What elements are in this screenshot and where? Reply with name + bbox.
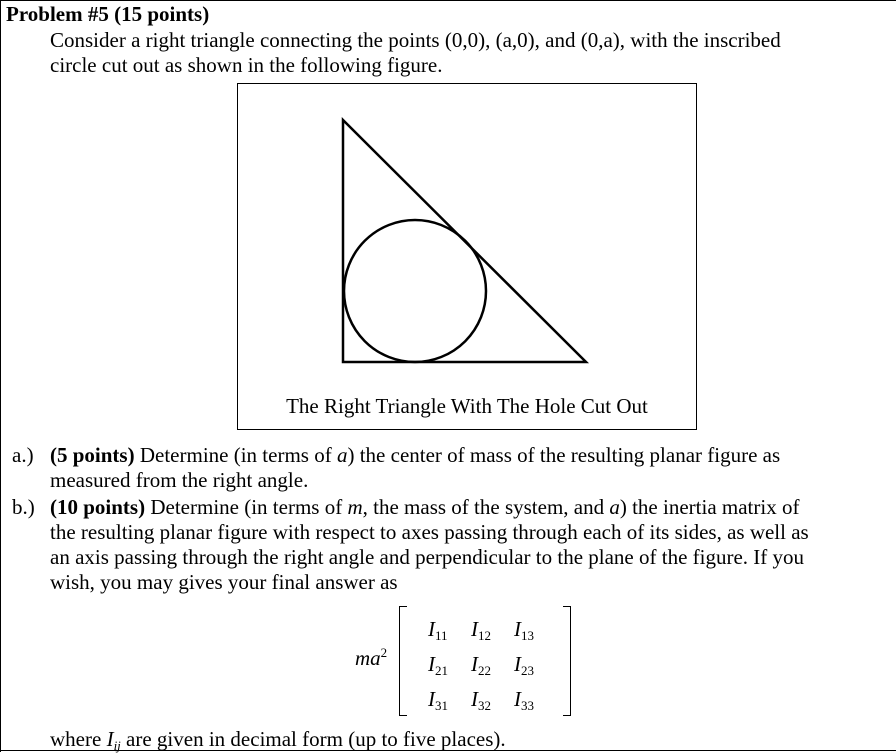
part-b-line-2: the resulting planar figure with respect to axes passing through each of its sides, as well as — [50, 520, 809, 544]
cell-symbol: I — [428, 652, 435, 676]
matrix-prefix-exponent: 2 — [380, 645, 388, 660]
cell-symbol: I — [514, 687, 521, 711]
cell-symbol: I — [428, 687, 435, 711]
final-note — [50, 727, 506, 752]
matrix-cell-31 — [428, 687, 448, 712]
matrix-left-bracket — [399, 606, 407, 716]
part-b-text-pre: Determine (in terms of — [145, 495, 348, 519]
inscribed-circle-hole — [344, 220, 486, 362]
final-symbol: I — [106, 727, 114, 751]
intro-sep-2: , and — [534, 28, 581, 52]
intro-text-pre: Consider a right triangle connecting the points — [50, 28, 445, 52]
problem-title: Problem #5 (15 points) — [6, 2, 210, 26]
part-a-label: a.) — [12, 443, 34, 467]
intro-line-1 — [50, 28, 880, 53]
figure-caption: The Right Triangle With The Hole Cut Out — [286, 394, 648, 418]
matrix-prefix-ma: ma — [355, 646, 381, 670]
cell-subscript: 31 — [435, 698, 448, 713]
part-a-body — [50, 443, 882, 493]
part-b-text-mid: , the mass of the system, and — [362, 495, 610, 519]
matrix-cell-33 — [514, 687, 534, 712]
page-left-rule — [0, 0, 1, 752]
page-top-rule — [0, 0, 896, 1]
final-text-pre: where — [50, 727, 107, 751]
figure-box — [237, 83, 697, 430]
point-origin: (0,0) — [444, 28, 486, 52]
part-b-var-a: a — [609, 495, 620, 519]
point-a-0: (a,0) — [495, 28, 535, 52]
part-b-points: (10 points) — [50, 495, 146, 519]
part-a-points: (5 points) — [50, 443, 135, 467]
cell-symbol: I — [471, 617, 478, 641]
final-subscript: ij — [113, 738, 121, 753]
part-a-text-post: ) the center of mass of the resulting planar figure as — [347, 443, 781, 467]
cell-symbol: I — [471, 687, 478, 711]
part-a-line-1 — [50, 443, 882, 468]
part-a-text-pre: Determine (in terms of — [134, 443, 337, 467]
part-a-line-2: measured from the right angle. — [50, 468, 309, 492]
intro-text-post: , with the inscribed — [619, 28, 781, 52]
cell-subscript: 22 — [478, 663, 491, 678]
cell-subscript: 13 — [521, 628, 534, 643]
point-0-a: (0,a) — [580, 28, 620, 52]
cell-subscript: 32 — [478, 698, 491, 713]
part-b-text-post: ) the inertia matrix of — [619, 495, 800, 519]
cell-symbol: I — [514, 617, 521, 641]
cell-subscript: 23 — [521, 663, 534, 678]
intro-line-2: circle cut out as shown in the following figure. — [50, 53, 443, 77]
matrix-cell-12 — [471, 617, 491, 642]
matrix-cell-32 — [471, 687, 491, 712]
cell-subscript: 12 — [478, 628, 491, 643]
intro-paragraph — [50, 28, 880, 78]
cell-subscript: 21 — [435, 663, 448, 678]
matrix-cell-13 — [514, 617, 534, 642]
matrix-cell-23 — [514, 652, 534, 677]
matrix-cell-11 — [428, 617, 448, 642]
cell-symbol: I — [471, 652, 478, 676]
cell-subscript: 33 — [521, 698, 534, 713]
triangle-figure — [238, 84, 698, 431]
part-b-body — [50, 495, 882, 595]
matrix-prefix — [355, 646, 387, 671]
matrix-cell-22 — [471, 652, 491, 677]
final-text-post: are given in decimal form (up to five places). — [120, 727, 506, 751]
part-b-label: b.) — [12, 495, 35, 519]
matrix-right-bracket — [563, 606, 571, 716]
cell-symbol: I — [428, 617, 435, 641]
intro-sep-1: , — [485, 28, 496, 52]
part-b-line-1 — [50, 495, 882, 520]
part-b-line-3: an axis passing through the right angle and perpendicular to the plane of the figure. If you — [50, 545, 805, 569]
inertia-matrix — [355, 604, 585, 719]
cell-subscript: 11 — [435, 628, 448, 643]
part-b-var-m: m — [347, 495, 363, 519]
part-a-var-a: a — [336, 443, 348, 467]
matrix-cell-21 — [428, 652, 448, 677]
cell-symbol: I — [514, 652, 521, 676]
part-b-line-4: wish, you may gives your final answer as — [50, 570, 398, 594]
